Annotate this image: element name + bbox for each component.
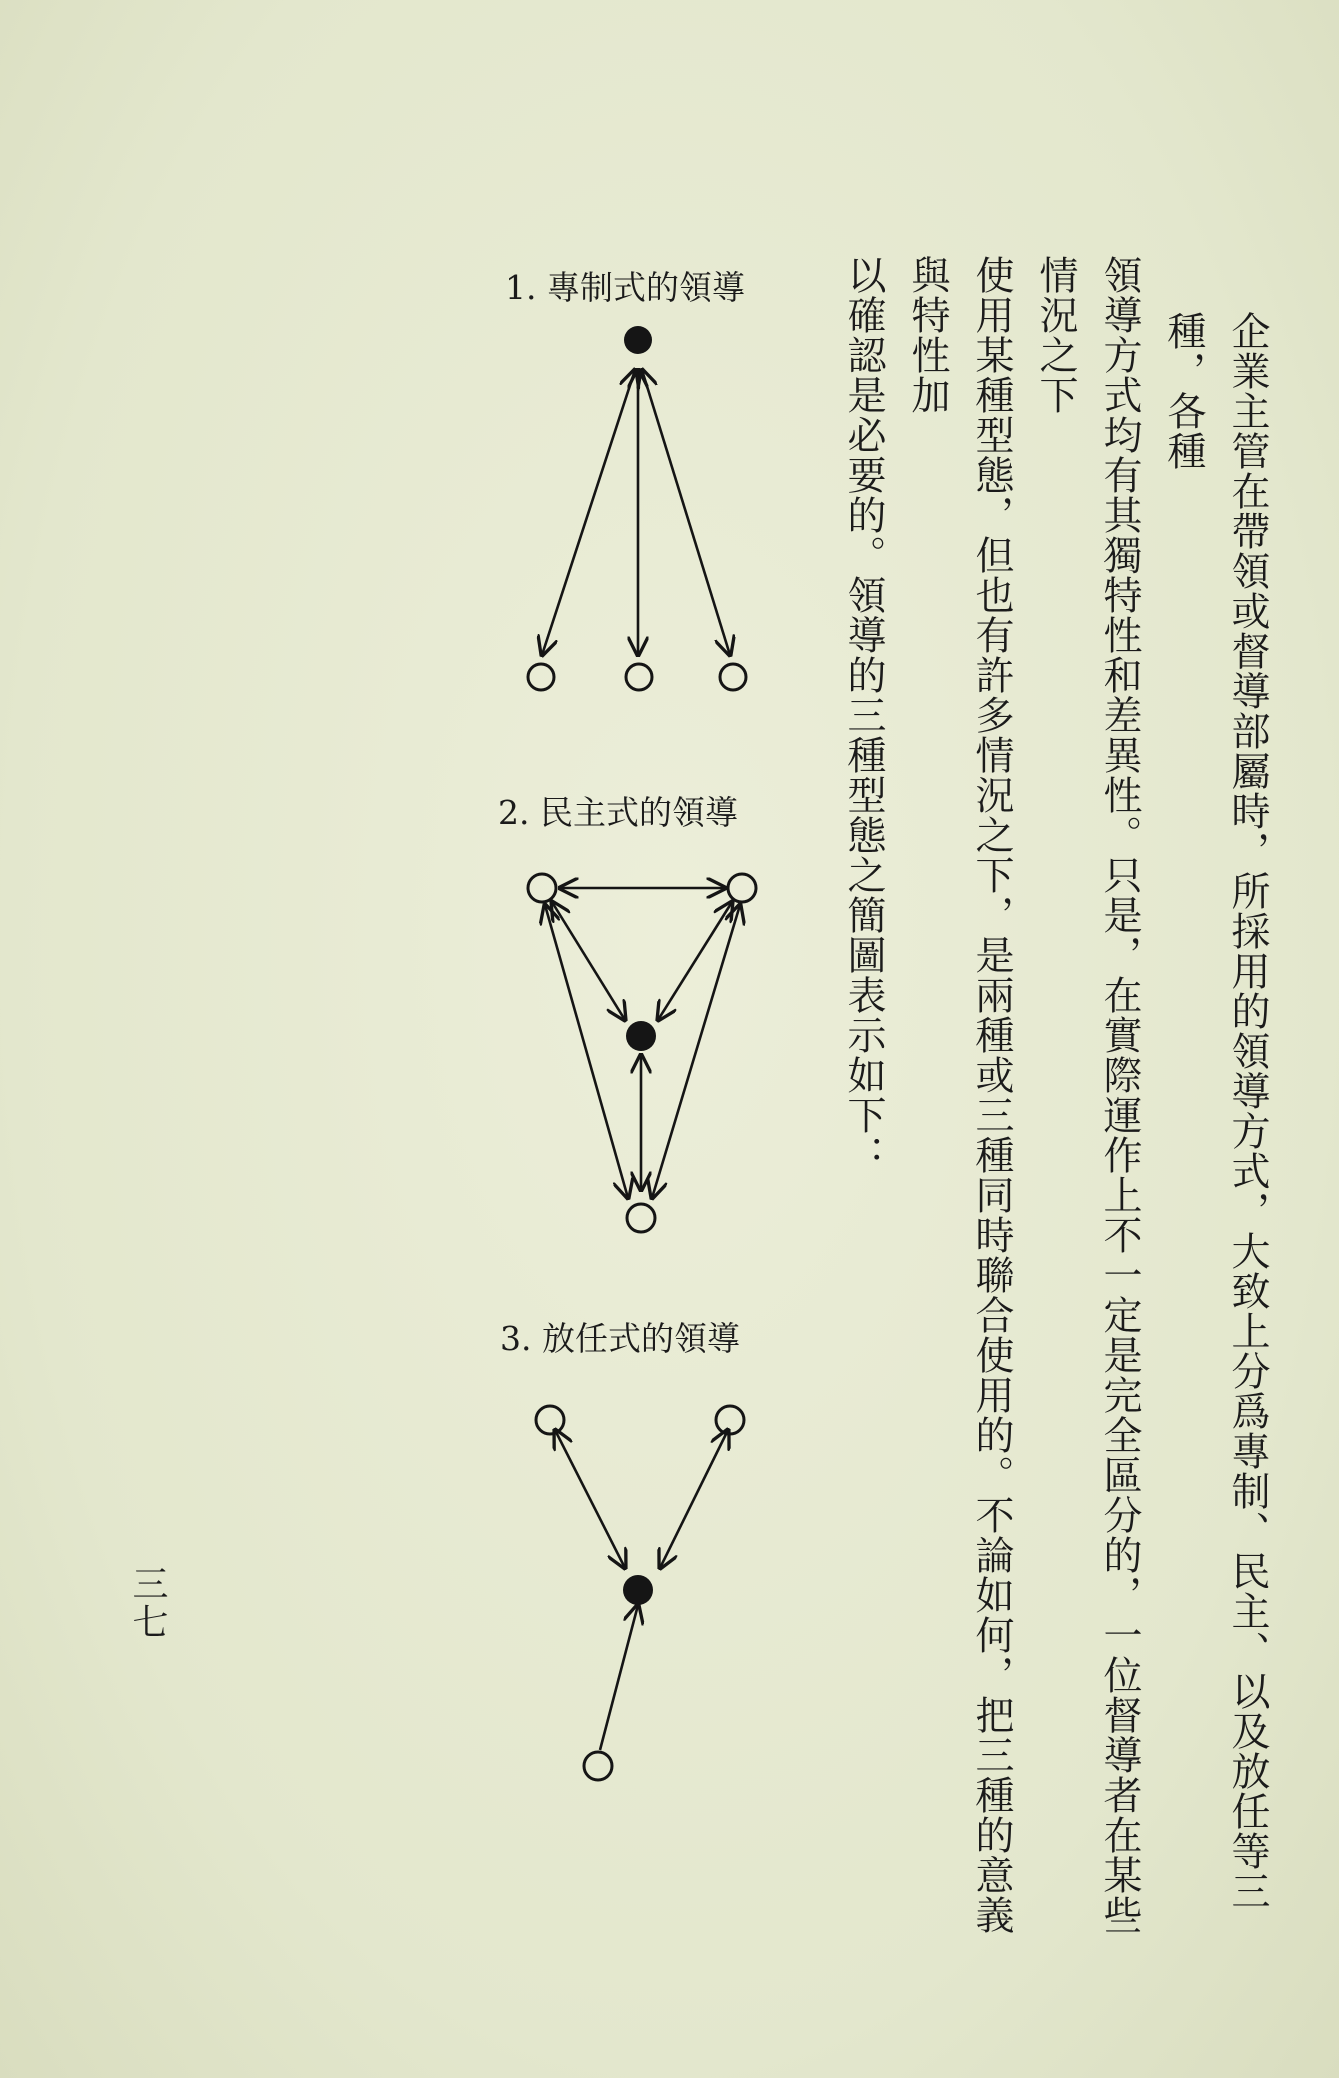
arrow-right-to-bottom [652, 905, 740, 1198]
body-text [831, 255, 1279, 1935]
member-node-bottom [584, 1752, 612, 1780]
member-node-right [720, 664, 746, 690]
page-number: 三七 [127, 1565, 168, 1641]
text-line-2: 領導方式均有其獨特性和差異性。只是，在實際運作上不一定是完全區分的，一位督導者在某些情況之下 [1033, 255, 1142, 1935]
member-node-center [626, 664, 652, 690]
leader-node [624, 326, 652, 354]
member-node-top-left [528, 874, 556, 902]
arrow-right-to-leader [660, 1430, 728, 1568]
arrow-left-to-bottom [545, 905, 628, 1198]
figure-1-title: 1. 專制式的領導 [505, 268, 745, 307]
leader-node [623, 1575, 653, 1605]
arrow-leader-to-left [542, 370, 635, 655]
arrow-leader-to-right [642, 370, 730, 655]
figure-1-autocratic-diagram [500, 305, 800, 705]
arrow-right-to-leader [658, 902, 732, 1020]
text-line-4: 以確認是必要的。領導的三種型態之簡圖表示如下： [841, 255, 886, 1175]
paragraph [831, 255, 1279, 1935]
text-line-1: 企業主管在帶領或督導部屬時，所採用的領導方式，大致上分爲專制、民主、以及放任等三種，各種 [1161, 311, 1270, 1911]
member-node-left [528, 664, 554, 690]
arrow-left-to-leader [552, 902, 625, 1020]
arrow-left-to-leader [555, 1430, 625, 1568]
member-node-top-right [728, 874, 756, 902]
member-node-top-left [536, 1406, 564, 1434]
member-node-bottom [627, 1204, 655, 1232]
member-node-top-right [716, 1406, 744, 1434]
leader-node [626, 1021, 656, 1051]
arrow-bottom-to-leader [600, 1605, 638, 1750]
figure-2-democratic-diagram [520, 860, 780, 1250]
figure-3-title: 3. 放任式的領導 [500, 1319, 740, 1358]
text-line-3: 使用某種型態，但也有許多情況之下，是兩種或三種同時聯合使用的。不論如何，把三種的意義與特性加 [905, 255, 1014, 1935]
figure-3-laissez-faire-diagram [520, 1390, 780, 1800]
figure-2-title: 2. 民主式的領導 [498, 793, 738, 832]
